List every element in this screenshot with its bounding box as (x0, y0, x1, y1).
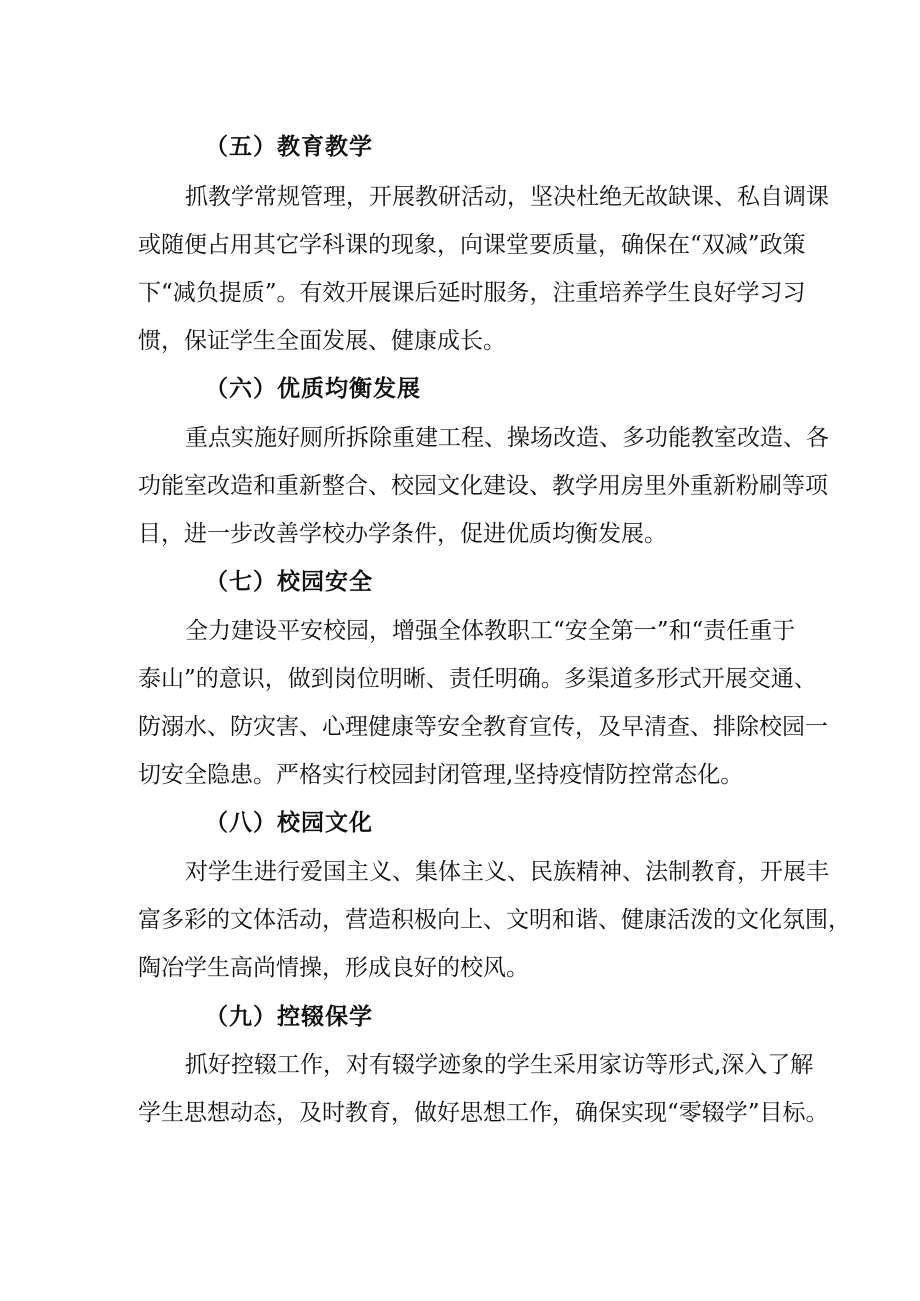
paragraph-line: 对学生进行爱国主义、集体主义、民族精神、法制教育，开展丰 (185, 859, 829, 885)
section-heading: （七）校园安全 (205, 569, 373, 595)
section-heading: （五）教育教学 (205, 134, 373, 160)
section-heading: （六）优质均衡发展 (205, 376, 421, 402)
paragraph-line: 抓好控辍工作，对有辍学迹象的学生采用家访等形式,深入了解 (185, 1052, 814, 1078)
paragraph-line: 下“减负提质”。有效开展课后延时服务，注重培养学生良好学习习 (138, 280, 806, 306)
paragraph-line: 目，进一步改善学校办学条件，促进优质均衡发展。 (138, 521, 667, 547)
paragraph-line: 功能室改造和重新整合、校园文化建设、教学用房里外重新粉刷等项 (138, 473, 828, 499)
paragraph-line: 防溺水、防灾害、心理健康等安全教育宣传，及早清查、排除校园一 (138, 714, 828, 740)
paragraph-line: 抓教学常规管理，开展教研活动，坚决杜绝无故缺课、私自调课 (185, 184, 829, 210)
section-heading: （九）控辍保学 (205, 1004, 373, 1030)
paragraph-line: 富多彩的文体活动，营造积极向上、文明和谐、健康活泼的文化氛围， (138, 907, 851, 933)
paragraph-line: 泰山”的意识，做到岗位明晰、责任明确。多渠道多形式开展交通、 (138, 666, 817, 692)
paragraph-line: 全力建设平安校园，增强全体教职工“安全第一”和“责任重于 (185, 618, 796, 644)
paragraph-line: 学生思想动态，及时教育，做好思想工作，确保实现“零辍学”目标。 (138, 1100, 829, 1126)
section-heading: （八）校园文化 (205, 810, 373, 836)
paragraph-line: 或随便占用其它学科课的现象，向课堂要质量，确保在“双减”政策 (138, 232, 806, 258)
paragraph-line: 惯，保证学生全面发展、健康成长。 (138, 328, 506, 354)
paragraph-line: 切安全隐患。严格实行校园封闭管理,坚持疫情防控常态化。 (138, 762, 744, 788)
paragraph-line: 陶冶学生高尚情操，形成良好的校风。 (138, 955, 529, 981)
paragraph-line: 重点实施好厕所拆除重建工程、操场改造、多功能教室改造、各 (185, 425, 829, 451)
